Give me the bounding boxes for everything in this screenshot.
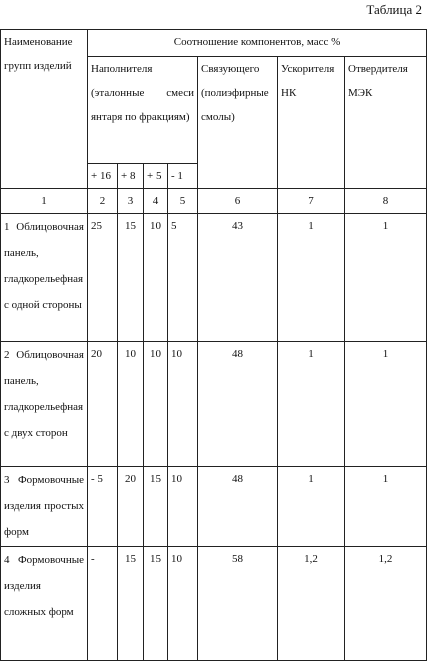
- column-number: 1: [1, 189, 88, 214]
- cell-hardener: 1: [345, 342, 427, 467]
- product-name: 4 Формовочные изделия сложных форм: [1, 547, 88, 661]
- table-row: [1, 467, 427, 547]
- header-binder: Связующего (полиэфирные смолы): [198, 57, 278, 189]
- fraction-label: + 16: [88, 164, 118, 189]
- cell-accelerator: 1: [278, 214, 345, 342]
- fraction-label: - 1: [168, 164, 198, 189]
- cell-f1: 10: [168, 547, 198, 661]
- cell-f16: -: [88, 547, 118, 661]
- cell-f16: 20: [88, 342, 118, 467]
- header-filler: Наполнителя (эталонные смеси янтаря по фракциям): [88, 57, 198, 164]
- cell-f5: 10: [144, 342, 168, 467]
- product-name: 1 Облицовочная панель, гладкорельефная с одной стороны: [1, 214, 88, 342]
- cell-accelerator: 1: [278, 467, 345, 547]
- cell-hardener: 1,2: [345, 547, 427, 661]
- table-caption: Таблица 2: [366, 2, 422, 17]
- column-number: 2: [88, 189, 118, 214]
- cell-f8: 15: [118, 214, 144, 342]
- table-row: [1, 547, 427, 661]
- cell-accelerator: 1: [278, 342, 345, 467]
- cell-hardener: 1: [345, 467, 427, 547]
- cell-f5: 15: [144, 467, 168, 547]
- cell-f1: 5: [168, 214, 198, 342]
- fraction-label: + 8: [118, 164, 144, 189]
- header-name-col: [1, 30, 88, 189]
- column-number: 7: [278, 189, 345, 214]
- cell-f1: 10: [168, 342, 198, 467]
- cell-accelerator: 1,2: [278, 547, 345, 661]
- cell-binder: 58: [198, 547, 278, 661]
- cell-f5: 10: [144, 214, 168, 342]
- header-name-text: Наименование групп изделий: [4, 36, 73, 72]
- cell-binder: 48: [198, 342, 278, 467]
- cell-f16: - 5: [88, 467, 118, 547]
- column-number: 4: [144, 189, 168, 214]
- column-number: 6: [198, 189, 278, 214]
- cell-f16: 25: [88, 214, 118, 342]
- cell-f8: 15: [118, 547, 144, 661]
- column-number: 5: [168, 189, 198, 214]
- cell-f8: 20: [118, 467, 144, 547]
- product-name: 3 Формовочные изделия простых форм: [1, 467, 88, 547]
- column-number: 8: [345, 189, 427, 214]
- header-ratio: Соотношение компонентов, масс %: [88, 30, 427, 57]
- header-accelerator: Ускорителя НК: [278, 57, 345, 189]
- cell-f8: 10: [118, 342, 144, 467]
- column-number: 3: [118, 189, 144, 214]
- cell-f5: 15: [144, 547, 168, 661]
- cell-binder: 48: [198, 467, 278, 547]
- table-row: [1, 214, 427, 342]
- cell-hardener: 1: [345, 214, 427, 342]
- table-row: [1, 342, 427, 467]
- fraction-label: + 5: [144, 164, 168, 189]
- cell-f1: 10: [168, 467, 198, 547]
- cell-binder: 43: [198, 214, 278, 342]
- header-hardener: Отвердителя МЭК: [345, 57, 427, 189]
- product-name: 2 Облицовочная панель, гладкорельефная с двух сторон: [1, 342, 88, 467]
- components-table: [0, 29, 427, 661]
